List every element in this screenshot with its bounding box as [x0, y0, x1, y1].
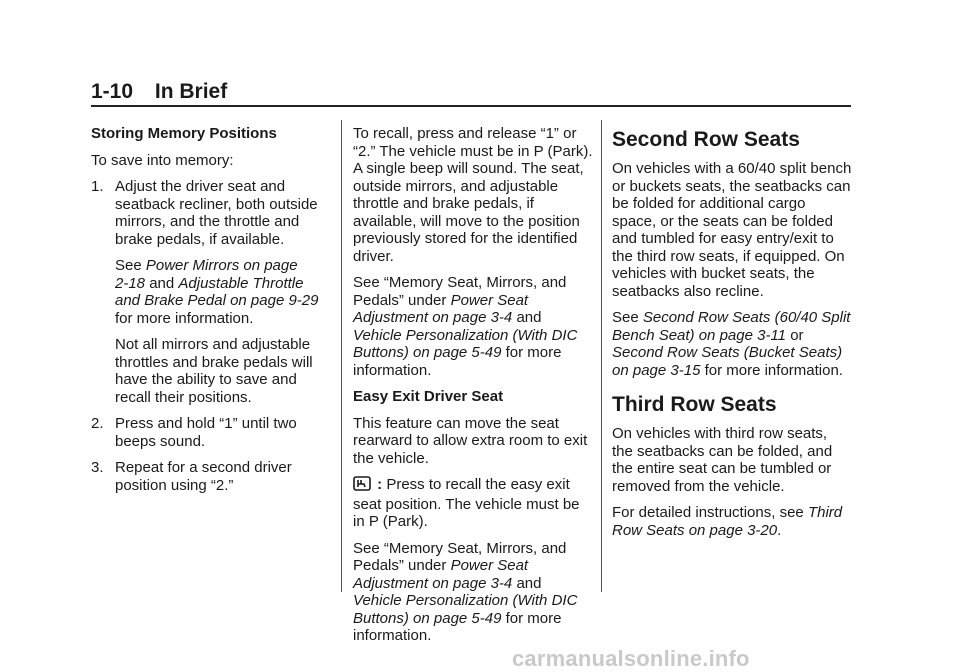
link[interactable]: Second Row Seats (60/40 Split Bench Seat) on page 3‑11	[612, 309, 851, 344]
link[interactable]: Vehicle Personalization (With DIC Buttons) on page 5‑49	[353, 326, 578, 361]
list-text: Repeat for a second driver position using “2.”	[115, 459, 292, 494]
header-rule	[91, 105, 851, 107]
column-1	[91, 125, 331, 503]
section-title: Second Row Seats	[612, 128, 800, 151]
list-number: 3.	[91, 459, 104, 476]
cross-reference: See “Memory Seat, Mirrors, and Pedals” under Power Seat Adjustment on page 3‑4 and Vehicle Personalization (With DIC Buttons) on page 5‑49 for more information.	[353, 274, 578, 379]
watermark: carmanualsonline.info	[512, 646, 750, 671]
link[interactable]: Third Row Seats on page 3‑20	[612, 504, 843, 539]
column-3	[612, 125, 852, 548]
page-header	[91, 80, 227, 104]
link[interactable]: Power Mirrors on page 2‑18	[115, 257, 298, 292]
cross-reference: For detailed instructions, see Third Row Seats on page 3‑20.	[612, 504, 843, 539]
cross-reference: See Second Row Seats (60/40 Split Bench Seat) on page 3‑11 or Second Row Seats (Bucket Seats) on page 3‑15 for more information.	[612, 309, 851, 379]
paragraph: This feature can move the seat rearward to allow extra room to exit the vehicle.	[353, 414, 588, 467]
list-item	[91, 178, 331, 248]
list-text: Adjust the driver seat and seatback recliner, both outside mirrors, and the throttle and brake pedals, if available.	[115, 178, 318, 248]
list-number: 2.	[91, 415, 104, 432]
section-heading: Easy Exit Driver Seat	[353, 388, 504, 405]
section-heading: Storing Memory Positions	[91, 125, 277, 142]
paragraph: On vehicles with a 60/40 split bench or buckets seats, the seatbacks can be folded for additional cargo space, or the seats can be folded and tumbled for easy entry/exit to the third row seats, if equipped. On vehicles with bucket seats, the seatbacks also recline.	[612, 160, 852, 300]
link[interactable]: Power Seat Adjustment on page 3‑4	[353, 291, 529, 326]
link[interactable]: Adjustable Throttle and Brake Pedal on page 9‑29	[115, 274, 319, 309]
page-number: 1-10	[91, 80, 134, 103]
list-item	[91, 459, 331, 494]
section-title: In Brief	[154, 80, 228, 103]
cross-reference: See “Memory Seat, Mirrors, and Pedals” under Power Seat Adjustment on page 3‑4 and Vehicle Personalization (With DIC Buttons) on page 5‑49 for more information.	[353, 539, 578, 644]
list-text: Press and hold “1” until two beeps sound.	[115, 415, 297, 450]
column-divider	[601, 120, 602, 592]
list-item	[91, 415, 331, 450]
paragraph: On vehicles with third row seats, the seatbacks can be folded, and the entire seat can be tumbled or removed from the vehicle.	[612, 425, 833, 495]
column-divider	[341, 120, 342, 592]
paragraph: To recall, press and release “1” or “2.” The vehicle must be in P (Park). A single beep will sound. The seat, outside mirrors, and adjustable throttle and brake pedals, if available, will move to the position previously stored for the identified driver.	[353, 125, 593, 265]
column-2	[353, 125, 593, 654]
section-title: Third Row Seats	[612, 393, 777, 416]
seat-exit-icon	[353, 476, 371, 496]
paragraph: To save into memory:	[91, 151, 234, 169]
link[interactable]: Second Row Seats (Bucket Seats) on page 3‑15	[612, 344, 843, 379]
cross-reference: See Power Mirrors on page 2‑18 and Adjustable Throttle and Brake Pedal on page 9‑29 for more information.	[115, 257, 319, 327]
link[interactable]: Vehicle Personalization (With DIC Buttons) on page 5‑49	[353, 592, 578, 627]
list-number: 1.	[91, 178, 104, 195]
paragraph: : Press to recall the easy exit seat position. The vehicle must be in P (Park).	[353, 476, 580, 530]
paragraph: Not all mirrors and adjustable throttles and brake pedals will have the ability to save and recall their positions.	[115, 336, 313, 406]
link[interactable]: Power Seat Adjustment on page 3‑4	[353, 557, 529, 592]
